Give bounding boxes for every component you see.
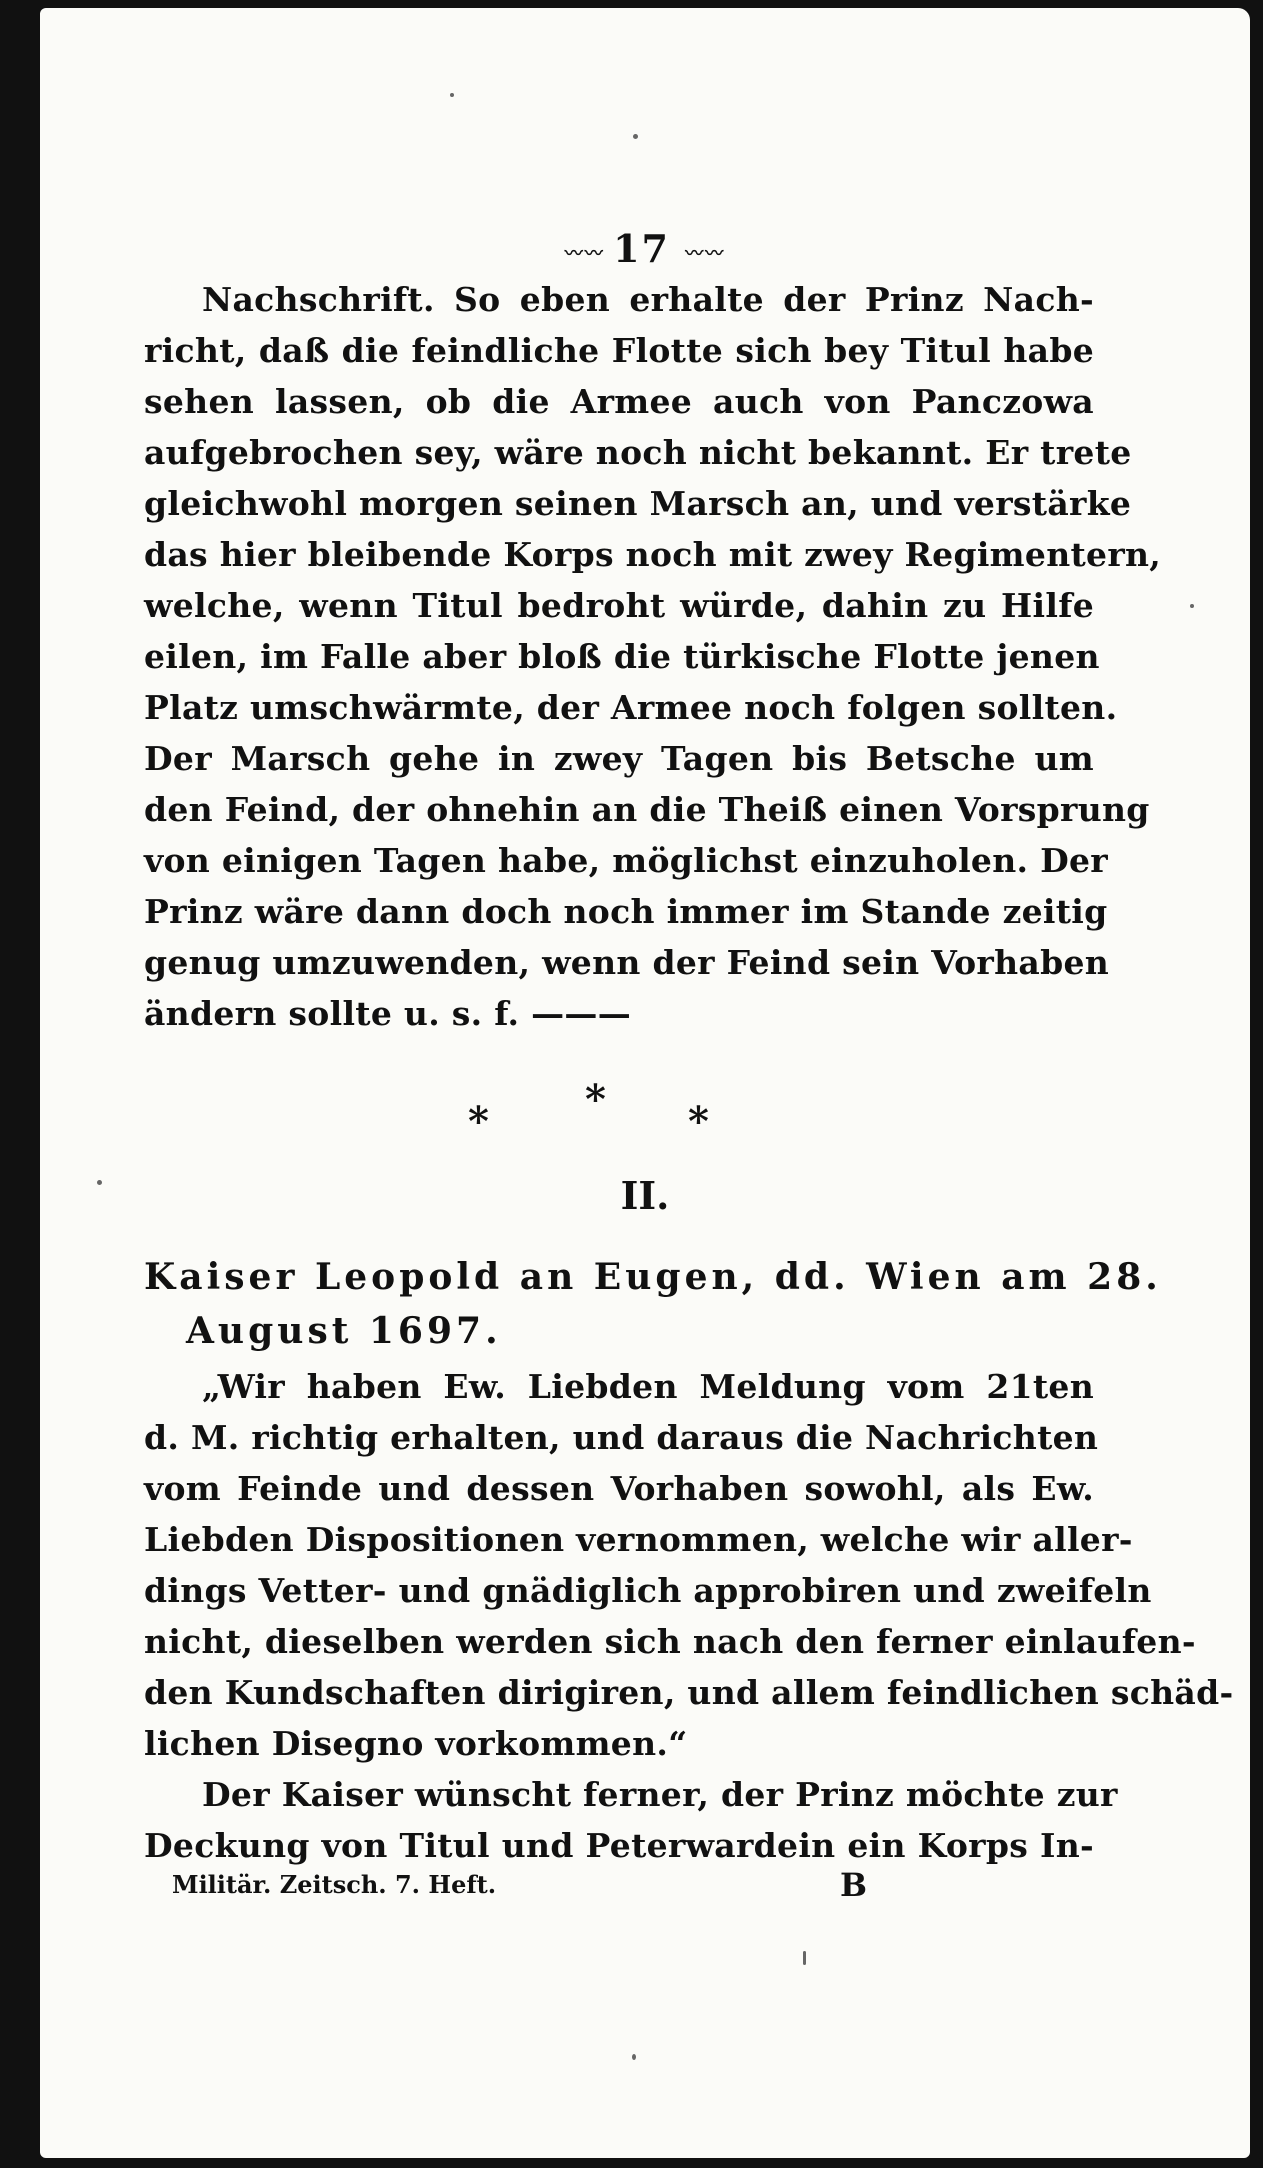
- text-line: Der Marsch gehe in zwey Tagen bis Betsche um: [144, 739, 1094, 778]
- text-line: den Kundschaften dirigiren, und allem feindlichen schäd-: [144, 1673, 1234, 1712]
- footer-journal-note: Militär. Zeitsch. 7. Heft.: [172, 1870, 497, 1899]
- text-line: dings Vetter- und gnädiglich approbiren und zweifeln: [144, 1571, 1152, 1610]
- divider-star: *: [468, 1098, 489, 1145]
- text-line: genug umzuwenden, wenn der Feind sein Vorhaben: [144, 943, 1110, 982]
- text-line: richt, daß die feindliche Flotte sich bey Titul habe: [144, 331, 1094, 370]
- text-line: Der Kaiser wünscht ferner, der Prinz möchte zur: [202, 1775, 1118, 1814]
- section-number: II.: [620, 1173, 670, 1218]
- text-line: Liebden Dispositionen vernommen, welche wir aller-: [144, 1520, 1133, 1559]
- text-line: d. M. richtig erhalten, und daraus die Nachrichten: [144, 1418, 1099, 1457]
- letter-heading: [144, 1250, 1162, 1358]
- text-line: von einigen Tagen habe, möglichst einzuholen. Der: [144, 841, 1108, 880]
- speck: [633, 134, 638, 139]
- paragraph-letter: [144, 1361, 1234, 1769]
- text-line: lichen Disegno vorkommen.“: [144, 1724, 688, 1763]
- heading-line: August 1697.: [186, 1310, 502, 1352]
- text-line: den Feind, der ohnehin an die Theiß einen Vorsprung: [144, 790, 1150, 829]
- divider-star: *: [688, 1098, 709, 1145]
- signature-mark: B: [840, 1866, 868, 1904]
- text-line: das hier bleibende Korps noch mit zwey Regimentern,: [144, 535, 1162, 574]
- text-line: gleichwohl morgen seinen Marsch an, und verstärke: [144, 484, 1132, 523]
- section-divider: [40, 1076, 1250, 1156]
- text-line: welche, wenn Titul bedroht würde, dahin zu Hilfe: [144, 586, 1094, 625]
- text-line: sehen lassen, ob die Armee auch von Panczowa: [144, 382, 1094, 421]
- text-line: Platz umschwärmte, der Armee noch folgen sollten.: [144, 688, 1118, 727]
- speck: [632, 2054, 636, 2060]
- book-page: [40, 8, 1250, 2158]
- paragraph-postscript: [144, 274, 1162, 1039]
- speck: [803, 1951, 806, 1965]
- text-line: eilen, im Falle aber bloß die türkische Flotte jenen: [144, 637, 1100, 676]
- speck: [450, 93, 454, 97]
- text-line: vom Feinde und dessen Vorhaben sowohl, als Ew.: [144, 1469, 1094, 1508]
- text-line: „Wir haben Ew. Liebden Meldung vom 21ten: [202, 1367, 1094, 1406]
- text-line: Prinz wäre dann doch noch immer im Stande zeitig: [144, 892, 1108, 931]
- text-line: nicht, dieselben werden sich nach den ferner einlaufen-: [144, 1622, 1196, 1661]
- page-number: 〰〰 17 〰〰: [564, 226, 726, 271]
- divider-star: *: [585, 1076, 606, 1123]
- text-line: Nachschrift. So eben erhalte der Prinz Nach-: [202, 280, 1094, 319]
- text-line: aufgebrochen sey, wäre noch nicht bekannt. Er trete: [144, 433, 1132, 472]
- heading-line: Kaiser Leopold an Eugen, dd. Wien am 28.: [144, 1256, 1162, 1298]
- speck: [1190, 604, 1194, 608]
- text-line: ändern sollte u. s. f. ———: [144, 994, 632, 1033]
- paragraph-continuation: [144, 1769, 1118, 1871]
- text-line: Deckung von Titul und Peterwardein ein Korps In-: [144, 1826, 1094, 1865]
